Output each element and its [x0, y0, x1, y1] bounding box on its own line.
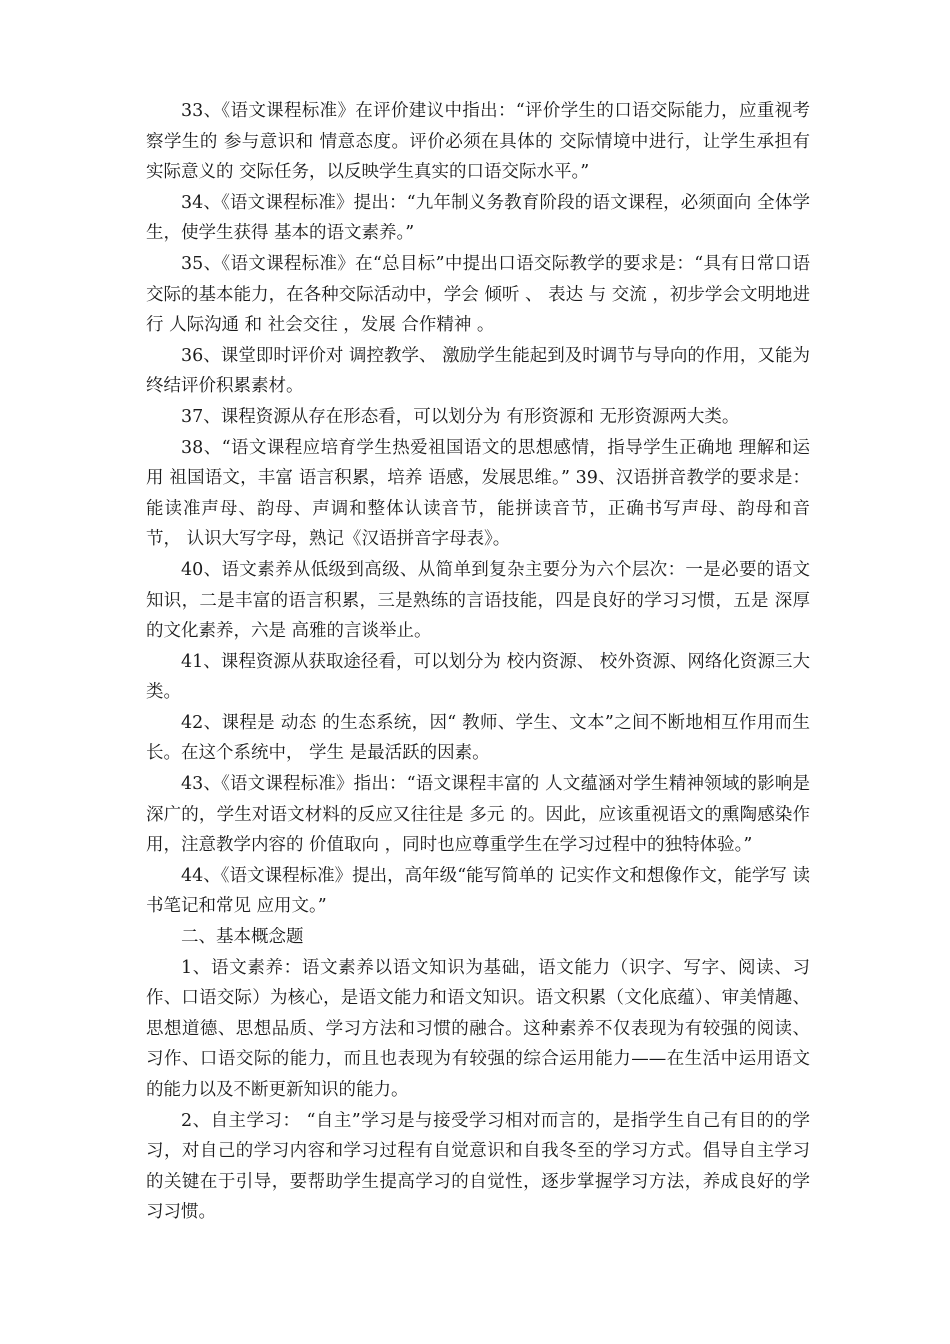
- paragraph-40: 40、语文素养从低级到高级、从简单到复杂主要分为六个层次：一是必要的语文知识，二是丰富的语言积累，三是熟练的言语技能，四是良好的学习习惯，五是 深厚的文化素养，六是 高雅的言谈举止。: [146, 559, 810, 642]
- paragraph-38-39: 38、“语文课程应培育学生热爱祖国语文的思想感情，指导学生正确地 理解和运用 祖国语文，丰富 语言积累，培养 语感，发展思维。” 39、汉语拼音教学的要求是：能读准声母、韵母、声调和整体认读音节，能拼读音节，正确书写声母、韵母和音节， 认识大写字母，熟记《汉语拼音字母表》。: [146, 437, 810, 550]
- paragraph-43: 43、《语文课程标准》指出：“语文课程丰富的 人文蕴涵对学生精神领域的影响是深广的，学生对语文材料的反应又往往是 多元 的。因此，应该重视语文的熏陶感染作用，注意教学内容的 价值取向 ，同时也应尊重学生在学习过程中的独特体验。”: [146, 774, 810, 856]
- paragraph-44: 44、《语文课程标准》提出，高年级“能写简单的 记实作文和想像作文，能学写 读书笔记和常见 应用文。”: [146, 865, 810, 917]
- paragraph-34: 34、《语文课程标准》提出：“九年制义务教育阶段的语文课程，必须面向 全体学生，使学生获得 基本的语文素养。”: [146, 192, 810, 244]
- paragraph-33: 33、《语文课程标准》在评价建议中指出：“评价学生的口语交际能力，应重视考察学生的 参与意识和 情意态度。评价必须在具体的 交际情境中进行，让学生承担有实际意义的 交际任务，以反映学生真实的口语交际水平。”: [146, 101, 810, 183]
- document-page: [146, 96, 810, 1228]
- paragraph-35: 35、《语文课程标准》在“总目标”中提出口语交际教学的要求是：“具有日常口语交际的基本能力，在各种交际活动中，学会 倾听 、 表达 与 交流 ，初步学会文明地进行 人际沟通 和 社会交往 ，发展 合作精神 。: [146, 253, 810, 336]
- concept-autonomous-learning: 2、自主学习： “自主”学习是与接受学习相对而言的，是指学生自己有目的的学习，对自己的学习内容和学习过程有自觉意识和自我冬至的学习方式。倡导自主学习的关键在于引导，要帮助学生提高学习的自觉性，逐步掌握学习方法，养成良好的学习习惯。: [146, 1110, 810, 1223]
- section-heading: 二、基本概念题: [181, 927, 304, 948]
- concept-literacy: 1、语文素养：语文素养以语文知识为基础，语文能力（识字、写字、阅读、习作、口语交际）为核心，是语文能力和语文知识。语文积累（文化底蕴）、审美情趣、思想道德、思想品质、学习方法和习惯的融合。这种素养不仅表现为有较强的阅读、习作、口语交际的能力，而且也表现为有较强的综合运用能力——在生活中运用语文的能力以及不断更新知识的能力。: [146, 957, 810, 1100]
- paragraph-42: 42、课程是 动态 的生态系统，因“ 教师、学生、文本”之间不断地相互作用而生长。在这个系统中， 学生 是最活跃的因素。: [146, 712, 810, 764]
- paragraph-36: 36、课堂即时评价对 调控教学、 激励学生能起到及时调节与导向的作用，又能为终结评价积累素材。: [146, 345, 810, 397]
- paragraph-37: 37、课程资源从存在形态看，可以划分为 有形资源和 无形资源两大类。: [181, 406, 740, 427]
- paragraph-41: 41、课程资源从获取途径看，可以划分为 校内资源、 校外资源、网络化资源三大类。: [146, 651, 810, 703]
